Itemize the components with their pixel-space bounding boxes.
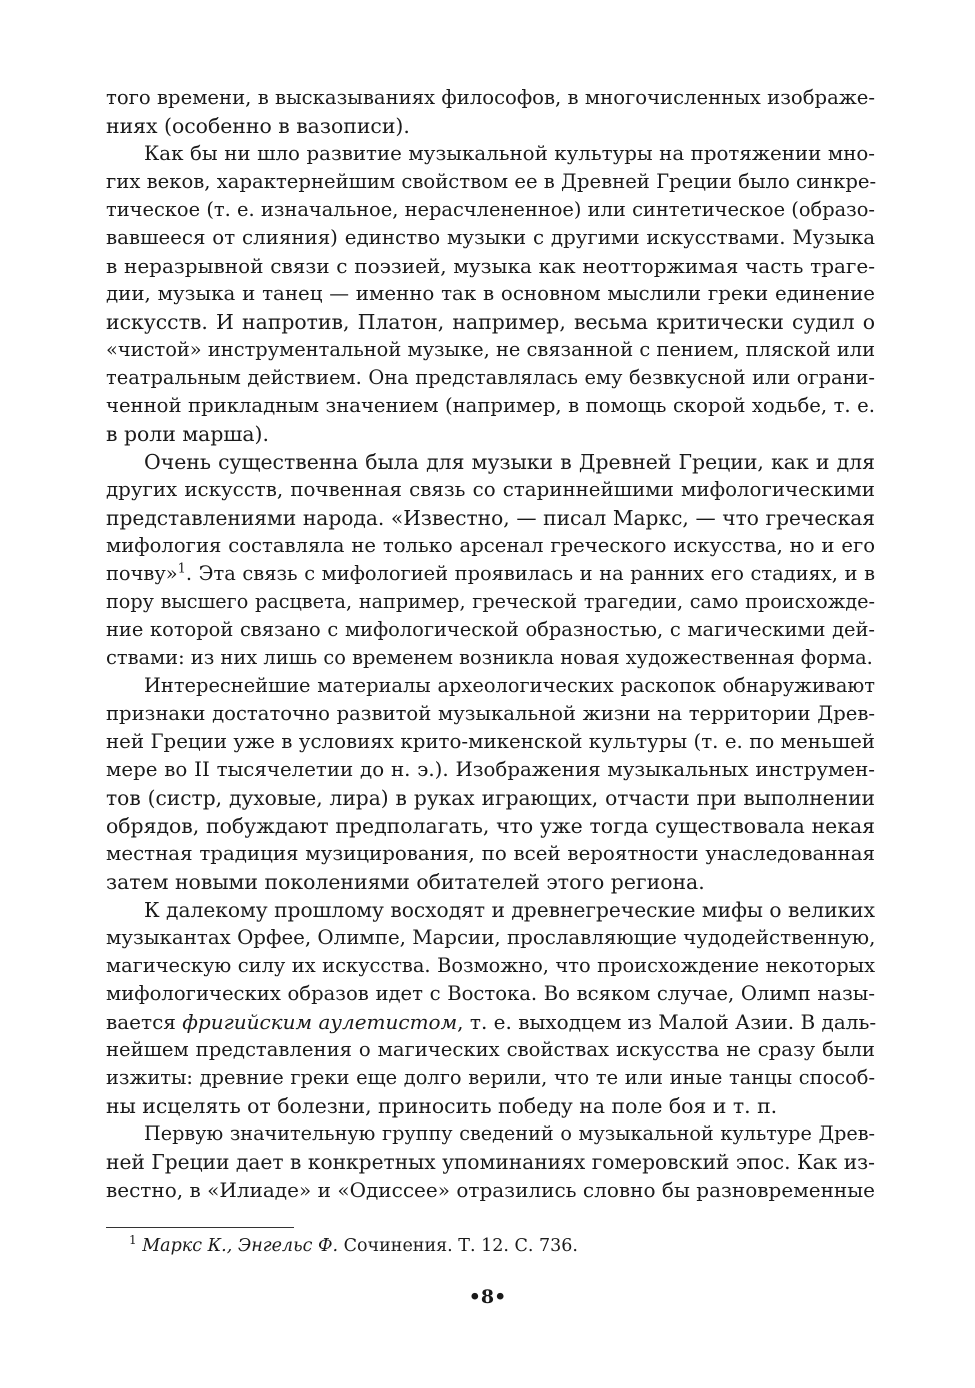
text-line: местная традиция музицирования, по всей вероятности унаследованная: [106, 842, 875, 865]
text-line-with-italic: [106, 1008, 875, 1036]
text-line: пору высшего расцвета, например, греческой трагедии, само происхожде-: [106, 590, 875, 613]
text-line: нейшем представления о магических свойствах искусства не сразу были: [106, 1038, 875, 1061]
text-line: ней Греции дает в конкретных упоминаниях гомеровский эпос. Как из-: [106, 1150, 875, 1174]
footnote-divider: [106, 1227, 294, 1228]
text-line: гих веков, характернейшим свойством ее в Древней Греции было синкре-: [106, 170, 877, 193]
text-line: ченной прикладным значением (например, в помощь скорой ходьбе, т. е.: [106, 394, 875, 417]
text-line: обрядов, побуждают предполагать, что уже тогда существовала некая: [106, 814, 875, 838]
text-line: затем новыми поколениями обитателей этого региона.: [106, 870, 705, 894]
text-line: музыкантах Орфее, Олимпе, Марсии, прославляющие чудодейственную,: [106, 926, 876, 949]
text-line: Интереснейшие материалы археологических раскопок обнаруживают: [144, 674, 875, 697]
italic-line-before: вается: [106, 1010, 183, 1034]
italic-line-after: , т. е. выходцем из Малой Азии. В даль-: [457, 1010, 877, 1034]
footnote: [129, 1233, 578, 1259]
text-line: К далекому прошлому восходят и древнегреческие мифы о великих: [144, 898, 875, 922]
text-line: в роли марша).: [106, 422, 269, 446]
text-line: других искусств, почвенная связь со стариннейшими мифологическими: [106, 478, 875, 501]
text-line: театральным действием. Она представлялась ему безвкусной или ограни-: [106, 366, 875, 389]
text-line: магическую силу их искусства. Возможно, что происхождение некоторых: [106, 954, 875, 977]
text-line: мифология составляла не только арсенал греческого искусства, но и его: [106, 534, 875, 557]
text-line: признаки достаточно развитой музыкальной жизни на территории Древ-: [106, 702, 875, 725]
text-line: Как бы ни шло развитие музыкальной культуры на протяжении мно-: [144, 142, 875, 165]
text-line: тическое (т. е. изначальное, нерасчлененное) или синтетическое (образо-: [106, 198, 875, 221]
footnote-authors: Маркс К., Энгельс Ф.: [142, 1236, 339, 1256]
body-text: [106, 84, 875, 1204]
text-line: вестно, в «Илиаде» и «Одиссее» отразились словно бы разновременные: [106, 1178, 875, 1202]
text-line: вавшееся от слияния) единство музыки с другими искусствами. Музыка: [106, 226, 875, 249]
footnote-ref-mark: 1: [177, 561, 186, 577]
text-line: мере во II тысячелетии до н. э.). Изображения музыкальных инструмен-: [106, 758, 875, 781]
text-line: ны исцелять от болезни, приносить победу на поле боя и т. п.: [106, 1094, 778, 1118]
ref-text-before: почву»: [106, 562, 178, 585]
text-line-with-footnote-ref: [106, 560, 875, 588]
footnote-mark: 1: [129, 1233, 137, 1248]
ref-text-after: . Эта связь с мифологией проявилась и на ранних его стадиях, и в: [185, 562, 875, 585]
text-line: ствами: из них лишь со временем возникла новая художественная форма.: [106, 646, 873, 669]
italic-phrase: фригийским аулетистом: [182, 1010, 458, 1034]
text-line: того времени, в высказываниях философов, в многочисленных изображе-: [106, 86, 875, 109]
text-line: мифологических образов идет с Востока. Во всяком случае, Олимп назы-: [106, 982, 875, 1005]
text-line: Очень существенна была для музыки в Древней Греции, как и для: [144, 450, 875, 474]
page-number: •8•: [468, 1286, 507, 1308]
text-line: ниях (особенно в вазописи).: [106, 114, 410, 138]
text-line: изжиты: древние греки еще долго верили, что те или иные танцы способ-: [106, 1066, 875, 1089]
text-line: искусств. И напротив, Платон, например, весьма критически судил о: [106, 310, 875, 334]
text-line: ние которой связано с мифологической образностью, с магическими дей-: [106, 618, 875, 641]
footnote-source: Сочинения. Т. 12. С. 736.: [338, 1236, 578, 1256]
text-line: в неразрывной связи с поэзией, музыка как неотторжимая часть траге-: [106, 254, 875, 278]
text-line: «чистой» инструментальной музыке, не связанной с пением, пляской или: [106, 338, 875, 361]
text-line: дии, музыка и танец — именно так в основном мыслили греки единение: [106, 282, 875, 305]
text-line: представлениями народа. «Известно, — писал Маркс, — что греческая: [106, 506, 875, 530]
text-line: ней Греции уже в условиях крито-микенской культуры (т. е. по меньшей: [106, 730, 875, 753]
text-line: Первую значительную группу сведений о музыкальной культуре Древ-: [144, 1122, 875, 1145]
text-line: тов (систр, духовые, лира) в руках играющих, отчасти при выполнении: [106, 786, 875, 810]
